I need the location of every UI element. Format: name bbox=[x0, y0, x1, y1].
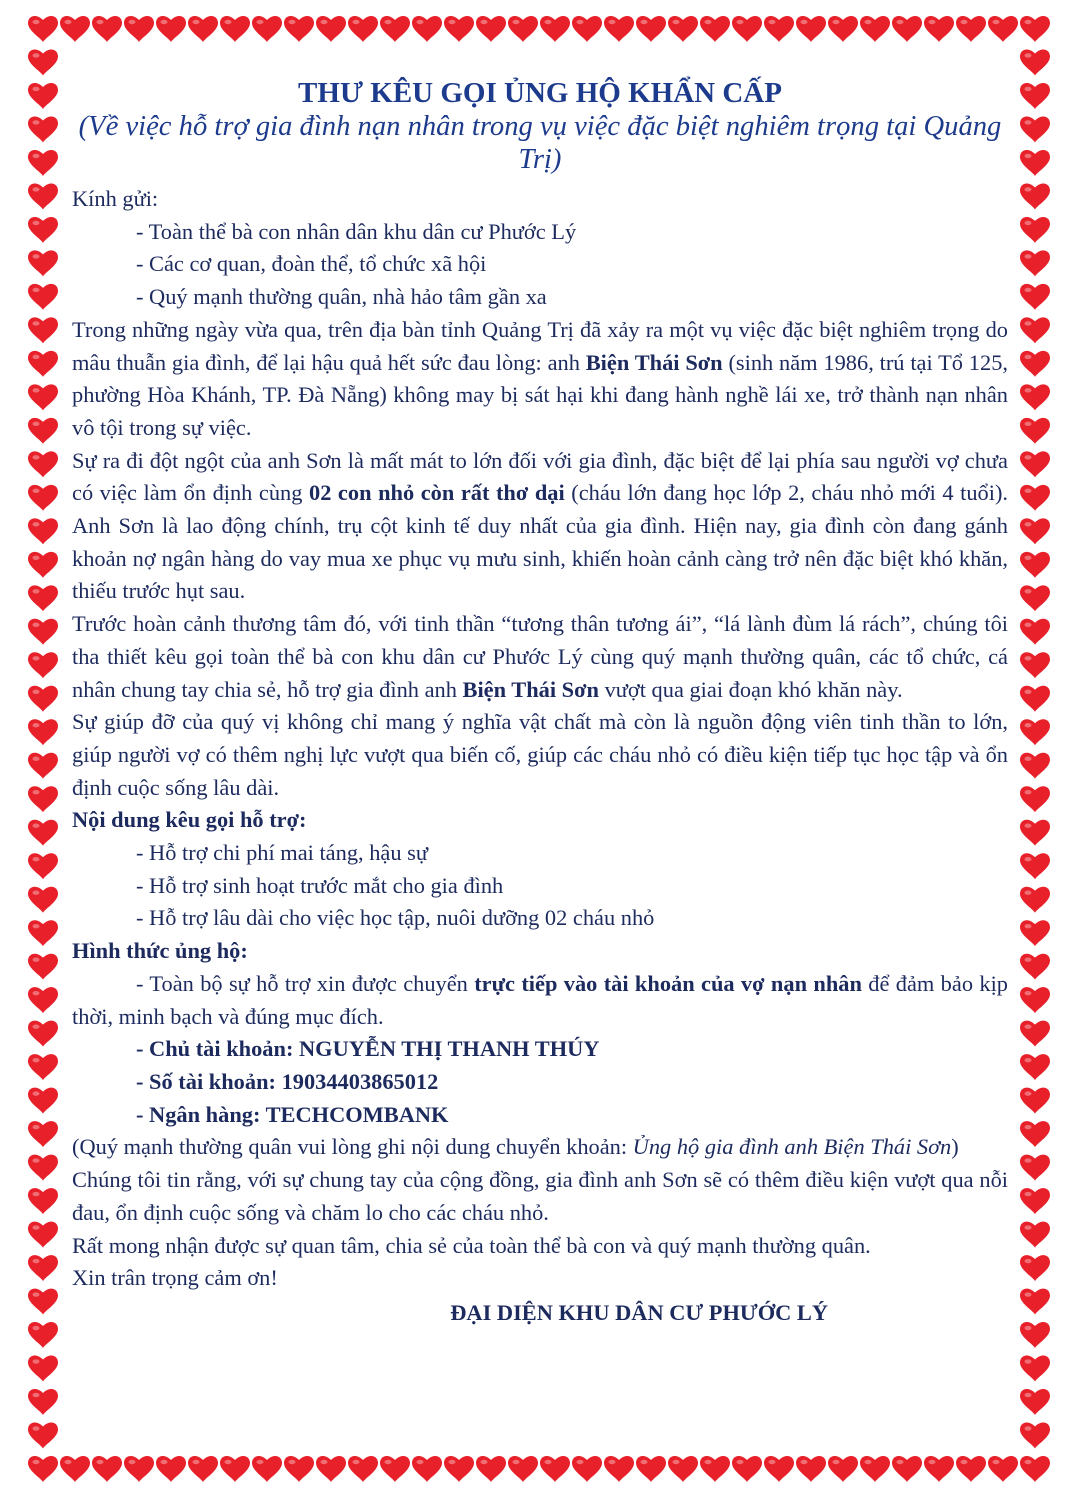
heart-icon bbox=[156, 16, 186, 42]
heart-icon bbox=[28, 317, 58, 343]
letter-subtitle: (Về việc hỗ trợ gia đình nạn nhân trong vụ việc đặc biệt nghiêm trọng tại Quảng Trị) bbox=[78, 111, 1002, 175]
heart-icon bbox=[1020, 150, 1050, 176]
heart-icon bbox=[796, 16, 826, 42]
heart-icon bbox=[1020, 753, 1050, 779]
heart-icon bbox=[1020, 853, 1050, 879]
heart-icon bbox=[1020, 954, 1050, 980]
heart-icon bbox=[508, 16, 538, 42]
heart-icon bbox=[28, 1322, 58, 1348]
heart-icon bbox=[700, 1456, 730, 1482]
heart-icon bbox=[956, 16, 986, 42]
heart-icon bbox=[1020, 1322, 1050, 1348]
heart-icon bbox=[1020, 887, 1050, 913]
heart-icon bbox=[732, 1456, 762, 1482]
heart-icon bbox=[1020, 284, 1050, 310]
heart-icon bbox=[28, 1088, 58, 1114]
heart-icon bbox=[1020, 16, 1050, 42]
heart-icon bbox=[1020, 1155, 1050, 1181]
paragraph-incident: Trong những ngày vừa qua, trên địa bàn tỉnh Quảng Trị đã xảy ra một vụ việc đặc biệt nghiêm trọng do mâu thuẫn gia đình, để lại hậu quả hết sức đau lòng: anh Biện Thái Sơn (sinh năm 1986, trú tại Tổ 125, phường Hòa Khánh, TP. Đà Nẵng) không may bị sát hại khi đang hành nghề lái xe, trở thành nạn nhân vô tội trong sự việc. bbox=[72, 316, 1008, 440]
heart-icon bbox=[28, 16, 58, 42]
transfer-content: Ủng hộ gia đình anh Biện Thái Sơn bbox=[632, 1134, 952, 1160]
heart-icon bbox=[1020, 418, 1050, 444]
heart-icon bbox=[1020, 1356, 1050, 1382]
bank-name: - Ngân hàng: TECHCOMBANK bbox=[136, 1101, 449, 1127]
heart-icon bbox=[124, 16, 154, 42]
heart-icon bbox=[1020, 1222, 1050, 1248]
heart-icon bbox=[28, 1456, 58, 1482]
heart-icon bbox=[956, 1456, 986, 1482]
heart-icon bbox=[348, 16, 378, 42]
heart-icon bbox=[28, 987, 58, 1013]
heart-icon bbox=[1020, 317, 1050, 343]
heart-icon bbox=[1020, 719, 1050, 745]
heart-icon bbox=[380, 1456, 410, 1482]
heart-icon bbox=[28, 753, 58, 779]
paragraph-appeal: Trước hoàn cảnh thương tâm đó, với tinh thần “tương thân tương ái”, “lá lành đùm lá rách”, chúng tôi tha thiết kêu gọi toàn thể bà con khu dân cư Phước Lý cùng quý mạnh thường quân, các tổ chức, cá nhân chung tay chia sẻ, hỗ trợ gia đình anh Biện Thái Sơn vượt qua giai đoạn khó khăn này. bbox=[72, 611, 1008, 702]
heart-icon bbox=[28, 183, 58, 209]
heart-icon bbox=[1020, 820, 1050, 846]
heart-icon bbox=[476, 16, 506, 42]
heart-icon bbox=[1020, 1054, 1050, 1080]
heart-icon bbox=[1020, 451, 1050, 477]
heart-icon bbox=[668, 1456, 698, 1482]
heart-icon bbox=[28, 485, 58, 511]
heart-icon bbox=[1020, 83, 1050, 109]
heart-icon bbox=[28, 887, 58, 913]
support-item: - Hỗ trợ chi phí mai táng, hậu sự bbox=[136, 840, 428, 866]
heart-icon bbox=[252, 16, 282, 42]
transfer-note: (Quý mạnh thường quân vui lòng ghi nội dung chuyển khoản: Ủng hộ gia đình anh Biện Thái Sơn) bbox=[72, 1134, 959, 1160]
heart-icon bbox=[1020, 920, 1050, 946]
heart-icon bbox=[28, 1255, 58, 1281]
heart-icon bbox=[284, 16, 314, 42]
heart-icon bbox=[28, 1389, 58, 1415]
heart-icon bbox=[636, 1456, 666, 1482]
heart-icon bbox=[828, 16, 858, 42]
heart-icon bbox=[156, 1456, 186, 1482]
heart-icon bbox=[764, 1456, 794, 1482]
heart-icon bbox=[1020, 485, 1050, 511]
victim-name: Biện Thái Sơn bbox=[585, 349, 723, 375]
heart-icon bbox=[1020, 786, 1050, 812]
heart-icon bbox=[1020, 384, 1050, 410]
heart-icon bbox=[28, 1054, 58, 1080]
thanks-line: Xin trân trọng cảm ơn! bbox=[72, 1265, 278, 1291]
heart-icon bbox=[444, 16, 474, 42]
heart-icon bbox=[28, 954, 58, 980]
heart-icon bbox=[28, 418, 58, 444]
heart-icon bbox=[1020, 1188, 1050, 1214]
heart-icon bbox=[28, 284, 58, 310]
heart-icon bbox=[28, 116, 58, 142]
heart-icon bbox=[1020, 1255, 1050, 1281]
recipient-item: - Các cơ quan, đoàn thể, tổ chức xã hội bbox=[136, 251, 487, 277]
heart-icon bbox=[1020, 652, 1050, 678]
recipient-item: - Quý mạnh thường quân, nhà hảo tâm gần xa bbox=[136, 284, 547, 310]
letter-body bbox=[72, 72, 1008, 1330]
heart-icon bbox=[828, 1456, 858, 1482]
heart-icon bbox=[28, 150, 58, 176]
heart-icon bbox=[28, 518, 58, 544]
heart-icon bbox=[892, 1456, 922, 1482]
heart-icon bbox=[28, 1188, 58, 1214]
heart-icon bbox=[28, 1222, 58, 1248]
heart-icon bbox=[924, 16, 954, 42]
heart-icon bbox=[1020, 1021, 1050, 1047]
heart-icon bbox=[1020, 1389, 1050, 1415]
support-item: - Hỗ trợ lâu dài cho việc học tập, nuôi dưỡng 02 cháu nhỏ bbox=[136, 905, 655, 931]
closing-paragraph: Chúng tôi tin rằng, với sự chung tay của cộng đồng, gia đình anh Sơn sẽ có thêm điều kiện vượt qua nỗi đau, ổn định cuộc sống và chăm lo cho các cháu nhỏ. bbox=[72, 1167, 1008, 1225]
heart-icon bbox=[860, 1456, 890, 1482]
heart-icon bbox=[284, 1456, 314, 1482]
heart-icon bbox=[572, 1456, 602, 1482]
heart-icon bbox=[28, 719, 58, 745]
heart-icon bbox=[1020, 217, 1050, 243]
heart-icon bbox=[28, 820, 58, 846]
heart-icon bbox=[28, 920, 58, 946]
heart-icon bbox=[1020, 585, 1050, 611]
heart-icon bbox=[28, 1155, 58, 1181]
heart-icon bbox=[28, 250, 58, 276]
heart-icon bbox=[28, 619, 58, 645]
heart-icon bbox=[604, 1456, 634, 1482]
support-item: - Hỗ trợ sinh hoạt trước mắt cho gia đình bbox=[136, 872, 504, 898]
heart-icon bbox=[412, 16, 442, 42]
account-holder: - Chủ tài khoản: NGUYỄN THỊ THANH THÚY bbox=[136, 1036, 600, 1062]
heart-icon bbox=[764, 16, 794, 42]
heart-icon bbox=[28, 786, 58, 812]
recipient-item: - Toàn thể bà con nhân dân khu dân cư Phước Lý bbox=[136, 218, 577, 244]
heart-icon bbox=[316, 1456, 346, 1482]
heart-icon bbox=[508, 1456, 538, 1482]
children-highlight: 02 con nhỏ còn rất thơ dại bbox=[309, 480, 565, 506]
heart-icon bbox=[604, 16, 634, 42]
heart-icon bbox=[1020, 686, 1050, 712]
heart-icon bbox=[1020, 552, 1050, 578]
heart-icon bbox=[28, 585, 58, 611]
heart-icon bbox=[188, 1456, 218, 1482]
heart-icon bbox=[1020, 619, 1050, 645]
heart-icon bbox=[220, 16, 250, 42]
heart-icon bbox=[540, 16, 570, 42]
heart-icon bbox=[636, 16, 666, 42]
heart-icon bbox=[1020, 116, 1050, 142]
heart-icon bbox=[796, 1456, 826, 1482]
heart-icon bbox=[860, 16, 890, 42]
heart-icon bbox=[700, 16, 730, 42]
heart-icon bbox=[220, 1456, 250, 1482]
heart-icon bbox=[28, 1121, 58, 1147]
heart-icon bbox=[668, 16, 698, 42]
heart-icon bbox=[988, 1456, 1018, 1482]
method-text: - Toàn bộ sự hỗ trợ xin được chuyển trực tiếp vào tài khoản của vợ nạn nhân để đảm bảo kịp thời, minh bạch và đúng mục đích. bbox=[72, 970, 1008, 1029]
account-number: - Số tài khoản: 19034403865012 bbox=[136, 1068, 439, 1094]
heart-icon bbox=[28, 83, 58, 109]
heart-icon bbox=[1020, 1088, 1050, 1114]
closing-request: Rất mong nhận được sự quan tâm, chia sẻ của toàn thể bà con và quý mạnh thường quân. bbox=[72, 1232, 871, 1258]
heart-icon bbox=[28, 384, 58, 410]
heart-icon bbox=[28, 351, 58, 377]
heart-icon bbox=[92, 1456, 122, 1482]
method-heading: Hình thức ủng hộ: bbox=[72, 938, 248, 964]
heart-icon bbox=[1020, 987, 1050, 1013]
heart-icon bbox=[28, 853, 58, 879]
heart-icon bbox=[988, 16, 1018, 42]
heart-icon bbox=[28, 686, 58, 712]
heart-icon bbox=[316, 16, 346, 42]
heart-icon bbox=[252, 1456, 282, 1482]
support-heading: Nội dung kêu gọi hỗ trợ: bbox=[72, 807, 307, 833]
heart-icon bbox=[348, 1456, 378, 1482]
victim-name: Biện Thái Sơn bbox=[462, 676, 599, 702]
heart-icon bbox=[124, 1456, 154, 1482]
heart-icon bbox=[28, 552, 58, 578]
heart-icon bbox=[28, 1423, 58, 1449]
signature: ĐẠI DIỆN KHU DÂN CƯ PHƯỚC LÝ bbox=[450, 1299, 828, 1325]
heart-icon bbox=[28, 217, 58, 243]
heart-icon bbox=[924, 1456, 954, 1482]
heart-icon bbox=[732, 16, 762, 42]
heart-icon bbox=[892, 16, 922, 42]
heart-icon bbox=[1020, 518, 1050, 544]
heart-icon bbox=[1020, 183, 1050, 209]
heart-icon bbox=[28, 1289, 58, 1315]
heart-icon bbox=[1020, 351, 1050, 377]
heart-icon bbox=[28, 451, 58, 477]
greeting: Kính gửi: bbox=[72, 186, 159, 211]
heart-icon bbox=[380, 16, 410, 42]
letter-title: THƯ KÊU GỌI ỦNG HỘ KHẨN CẤP bbox=[298, 77, 782, 109]
heart-icon bbox=[412, 1456, 442, 1482]
heart-icon bbox=[28, 1021, 58, 1047]
heart-icon bbox=[572, 16, 602, 42]
heart-icon bbox=[1020, 1456, 1050, 1482]
heart-icon bbox=[1020, 1423, 1050, 1449]
heart-icon bbox=[1020, 50, 1050, 76]
heart-icon bbox=[1020, 250, 1050, 276]
heart-icon bbox=[1020, 1121, 1050, 1147]
heart-icon bbox=[92, 16, 122, 42]
heart-icon bbox=[60, 16, 90, 42]
heart-icon bbox=[28, 1356, 58, 1382]
heart-icon bbox=[540, 1456, 570, 1482]
heart-icon bbox=[476, 1456, 506, 1482]
paragraph-family: Sự ra đi đột ngột của anh Sơn là mất mát to lớn đối với gia đình, đặc biệt để lại phía sau người vợ chưa có việc làm ổn định cùng 02 con nhỏ còn rất thơ dại (cháu lớn đang học lớp 2, cháu nhỏ mới 4 tuổi). Anh Sơn là lao động chính, trụ cột kinh tế duy nhất của gia đình. Hiện nay, gia đình còn đang gánh khoản nợ ngân hàng do vay mua xe phục vụ mưu sinh, khiến hoàn cảnh càng trở nên đặc biệt khó khăn, thiếu trước hụt sau. bbox=[72, 447, 1008, 604]
heart-icon bbox=[1020, 1289, 1050, 1315]
heart-icon bbox=[188, 16, 218, 42]
heart-icon bbox=[28, 50, 58, 76]
heart-icon bbox=[444, 1456, 474, 1482]
method-highlight: trực tiếp vào tài khoản của vợ nạn nhân bbox=[474, 970, 862, 996]
heart-icon bbox=[60, 1456, 90, 1482]
paragraph-meaning: Sự giúp đỡ của quý vị không chỉ mang ý nghĩa vật chất mà còn là nguồn động viên tinh thần to lớn, giúp người vợ có thêm nghị lực vượt qua biến cố, giúp các cháu nhỏ có điều kiện tiếp tục học tập và ổn định cuộc sống lâu dài. bbox=[72, 709, 1008, 800]
heart-icon bbox=[28, 652, 58, 678]
